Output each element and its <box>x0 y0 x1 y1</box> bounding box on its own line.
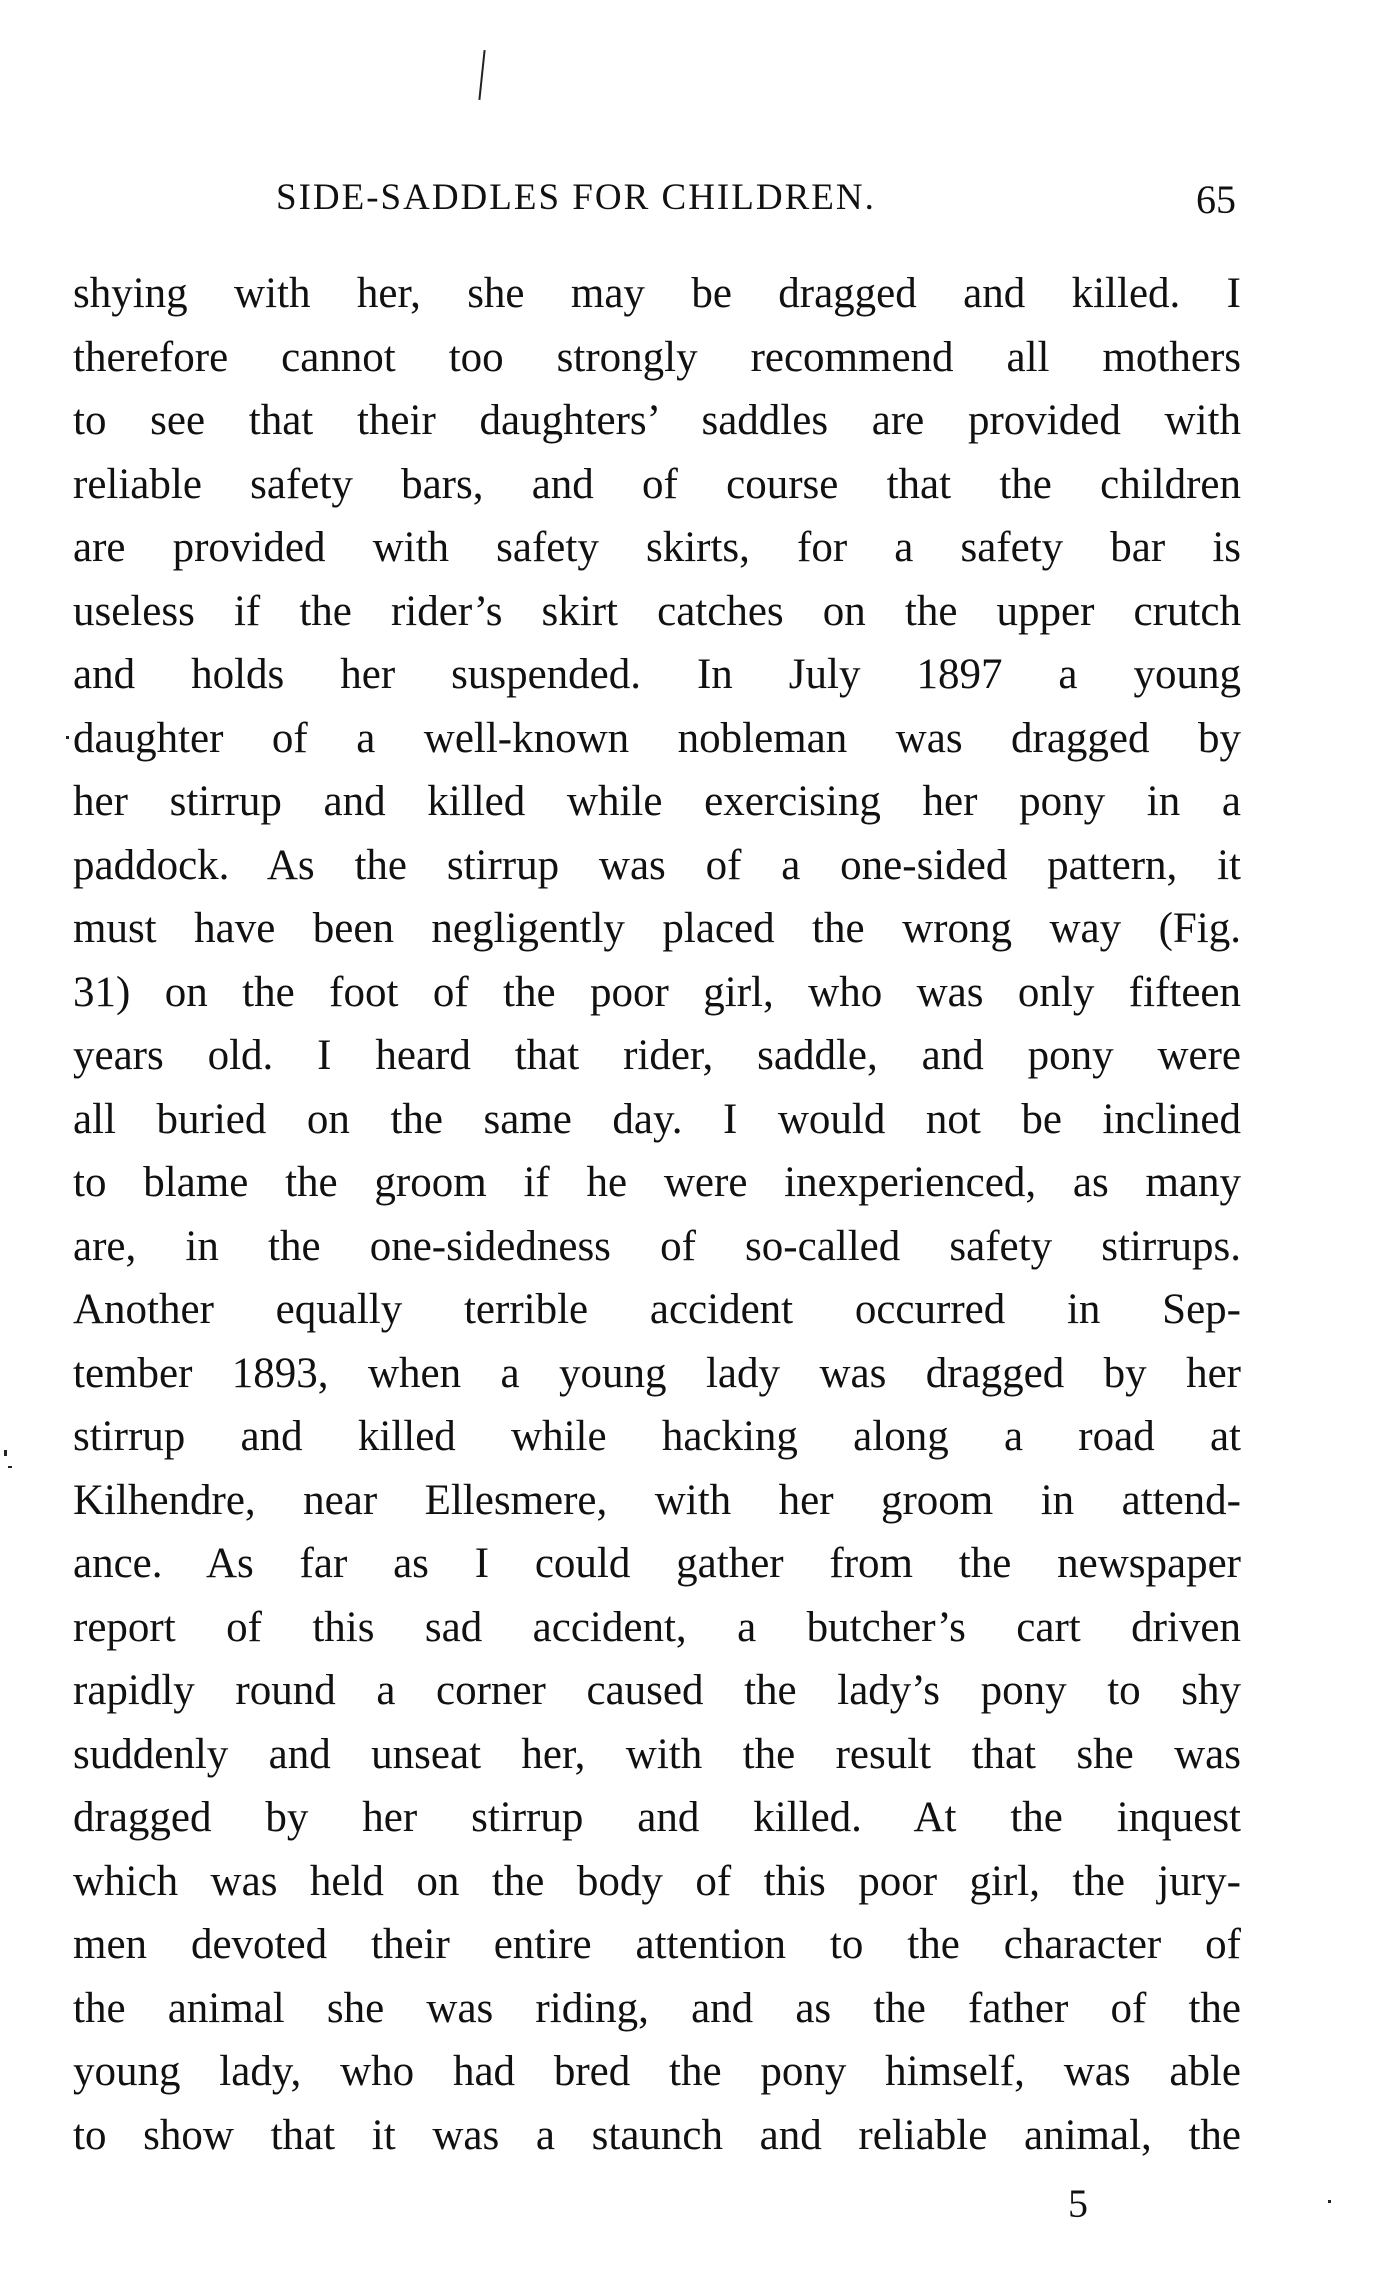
text-line: are provided with safety skirts, for a safety bar is <box>73 524 1241 571</box>
text-line: Another equally terrible accident occurred in Sep- <box>73 1286 1241 1333</box>
text-line: dragged by her stirrup and killed. At the inquest <box>73 1794 1241 1841</box>
text-line: years old. I heard that rider, saddle, and pony were <box>73 1032 1241 1079</box>
text-line: men devoted their entire attention to the character of <box>73 1921 1241 1968</box>
running-title: SIDE-SADDLES FOR CHILDREN. <box>276 177 876 218</box>
text-line: ance. As far as I could gather from the newspaper <box>73 1540 1241 1587</box>
text-line: reliable safety bars, and of course that the children <box>73 460 1241 508</box>
text-line: young lady, who had bred the pony himself, was able <box>73 2048 1241 2095</box>
text-line: which was held on the body of this poor girl, the jury- <box>73 1857 1241 1905</box>
text-line: stirrup and killed while hacking along a road at <box>73 1413 1241 1460</box>
text-line: rapidly round a corner caused the lady’s pony to shy <box>73 1667 1241 1714</box>
text-line: to show that it was a staunch and reliable animal, the <box>73 2111 1241 2159</box>
signature-mark: 5 <box>1068 2181 1088 2226</box>
text-line: her stirrup and killed while exercising her pony in a <box>73 778 1241 825</box>
text-line: 31) on the foot of the poor girl, who was only fifteen <box>73 968 1241 1016</box>
text-line: Kilhendre, near Ellesmere, with her groom in attend- <box>73 1476 1241 1524</box>
body-text <box>73 262 1241 2167</box>
text-line: daughter of a well-known nobleman was dragged by <box>73 714 1241 762</box>
text-line: must have been negligently placed the wrong way (Fig. <box>73 905 1241 952</box>
scan-artifact-dot <box>4 1450 7 1456</box>
text-line: useless if the rider’s skirt catches on the upper crutch <box>73 587 1241 635</box>
text-line: and holds her suspended. In July 1897 a young <box>73 651 1241 698</box>
running-header <box>276 176 1236 236</box>
scan-artifact-dot <box>1328 2200 1331 2203</box>
text-line: suddenly and unseat her, with the result that she was <box>73 1730 1241 1778</box>
scan-artifact-dot <box>66 736 69 739</box>
text-line: to blame the groom if he were inexperienced, as many <box>73 1159 1241 1206</box>
text-line: therefore cannot too strongly recommend all mothers <box>73 333 1241 381</box>
text-line: shying with her, she may be dragged and killed. I <box>73 270 1241 317</box>
text-line: are, in the one-sidedness of so-called safety stirrups. <box>73 1222 1241 1270</box>
text-line: report of this sad accident, a butcher’s cart driven <box>73 1603 1241 1651</box>
scan-artifact-dot <box>8 1466 12 1468</box>
scan-artifact-mark <box>478 50 485 100</box>
text-line: paddock. As the stirrup was of a one-sided pattern, it <box>73 841 1241 889</box>
text-line: all buried on the same day. I would not be inclined <box>73 1095 1241 1143</box>
page-number: 65 <box>1196 177 1236 222</box>
text-line: tember 1893, when a young lady was dragged by her <box>73 1349 1241 1397</box>
text-line: the animal she was riding, and as the father of the <box>73 1984 1241 2032</box>
text-line: to see that their daughters’ saddles are provided with <box>73 397 1241 444</box>
